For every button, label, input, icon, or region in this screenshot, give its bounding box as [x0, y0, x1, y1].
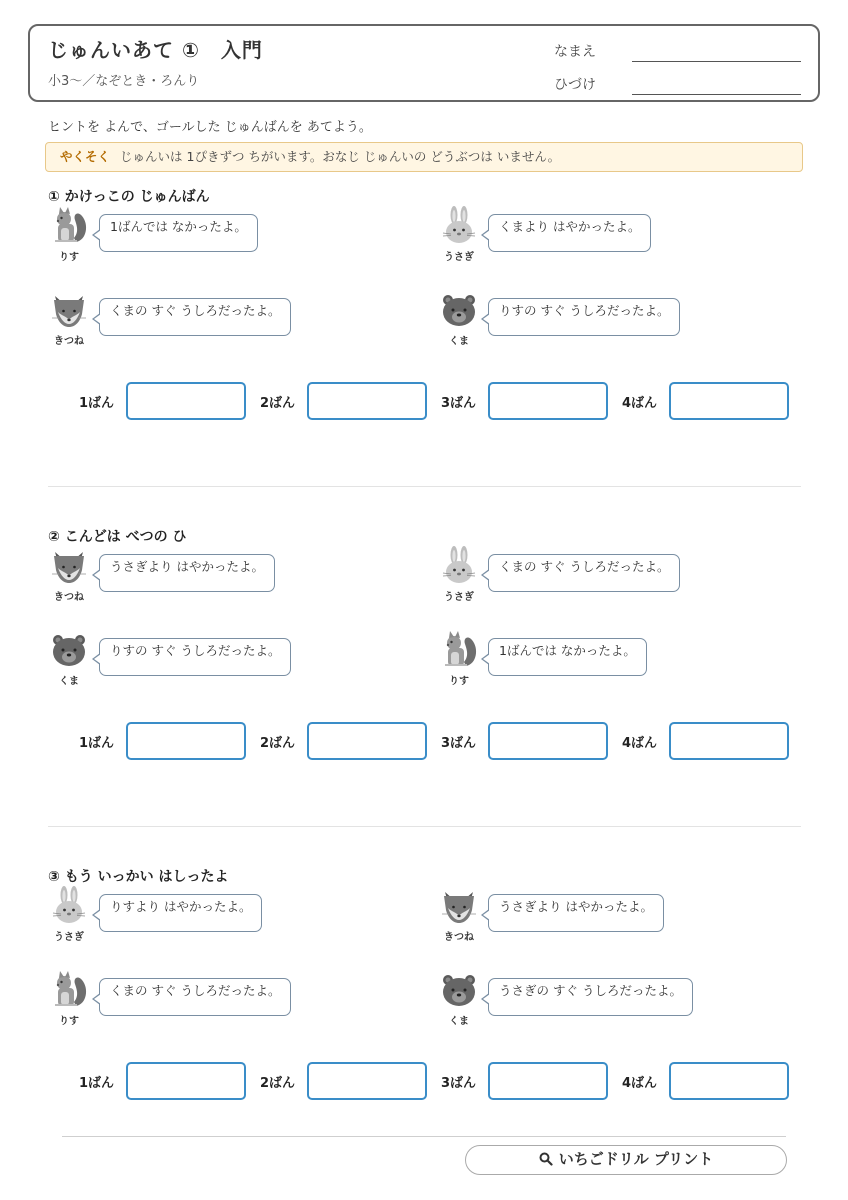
section-title: ③ もう いっかい はしったよ [48, 869, 229, 885]
animal-figure [46, 206, 92, 263]
animal-name: きつね [444, 932, 474, 943]
footer-brand[interactable] [465, 1145, 787, 1175]
rank-label: 4ばん [622, 736, 658, 751]
page-title: じゅんいあて ① 入門 [48, 38, 263, 62]
animal-figure [46, 970, 92, 1027]
animal-figure [46, 886, 92, 943]
hint-bubble: うさぎの すぐ うしろだったよ。 [488, 978, 693, 1016]
squirrel-icon [46, 970, 92, 1010]
name-label: なまえ [554, 44, 596, 60]
hint-bubble: 1ばんでは なかったよ。 [99, 214, 258, 252]
date-field[interactable] [632, 94, 801, 95]
rank-label: 1ばん [79, 396, 115, 411]
question-section [0, 526, 848, 826]
answer-box[interactable] [669, 722, 789, 760]
animal-name: くま [449, 1016, 469, 1027]
rank-label: 3ばん [441, 1076, 477, 1091]
animal-figure [46, 546, 92, 603]
animal-figure [436, 546, 482, 603]
answer-box[interactable] [488, 722, 608, 760]
answer-box[interactable] [126, 382, 246, 420]
date-label: ひづけ [554, 77, 596, 93]
footer-divider [62, 1136, 786, 1137]
question-section [0, 866, 848, 1166]
answer-box[interactable] [126, 1062, 246, 1100]
animal-name: りす [59, 1016, 79, 1027]
rule-label: やくそく [60, 149, 111, 164]
animal-figure [436, 970, 482, 1027]
rank-label: 4ばん [622, 1076, 658, 1091]
squirrel-icon [46, 206, 92, 246]
name-field[interactable] [632, 61, 801, 62]
fox-icon [46, 290, 92, 330]
animal-figure [46, 630, 92, 687]
animal-name: うさぎ [54, 932, 84, 943]
hint-bubble: うさぎより はやかったよ。 [488, 894, 664, 932]
footer-label: いちごドリル プリント [558, 1150, 714, 1168]
bear-icon [436, 970, 482, 1010]
animal-name: くま [449, 336, 469, 347]
answer-box[interactable] [669, 382, 789, 420]
hint-bubble: くまより はやかったよ。 [488, 214, 651, 252]
animal-figure [46, 290, 92, 347]
hint-bubble: くまの すぐ うしろだったよ。 [99, 978, 291, 1016]
hint-bubble: うさぎより はやかったよ。 [99, 554, 275, 592]
animal-name: うさぎ [444, 252, 474, 263]
answer-box[interactable] [488, 1062, 608, 1100]
hint-bubble: くまの すぐ うしろだったよ。 [99, 298, 291, 336]
hint-bubble: りすの すぐ うしろだったよ。 [488, 298, 680, 336]
bear-icon [46, 630, 92, 670]
answer-box[interactable] [126, 722, 246, 760]
rank-label: 4ばん [622, 396, 658, 411]
rabbit-icon [436, 546, 482, 586]
bear-icon [436, 290, 482, 330]
section-title: ② こんどは べつの ひ [48, 529, 187, 545]
rule-text: じゅんいは 1ぴきずつ ちがいます。おなじ じゅんいの どうぶつは いません。 [120, 149, 561, 164]
section-divider [48, 486, 801, 487]
answer-box[interactable] [669, 1062, 789, 1100]
answer-box[interactable] [307, 1062, 427, 1100]
answer-box[interactable] [307, 722, 427, 760]
rank-label: 2ばん [260, 396, 296, 411]
animal-name: くま [59, 676, 79, 687]
animal-name: りす [449, 676, 469, 687]
question-section [0, 186, 848, 486]
instruction-text: ヒントを よんで、ゴールした じゅんばんを あてよう。 [48, 120, 372, 135]
hint-bubble: りすより はやかったよ。 [99, 894, 262, 932]
animal-figure [436, 630, 482, 687]
fox-icon [436, 886, 482, 926]
animal-figure [436, 290, 482, 347]
rank-label: 2ばん [260, 1076, 296, 1091]
fox-icon [46, 546, 92, 586]
rank-label: 3ばん [441, 396, 477, 411]
hint-bubble: りすの すぐ うしろだったよ。 [99, 638, 291, 676]
animal-figure [436, 206, 482, 263]
rule-box [45, 142, 803, 172]
answer-box[interactable] [488, 382, 608, 420]
search-icon [539, 1152, 553, 1166]
rank-label: 1ばん [79, 736, 115, 751]
rabbit-icon [46, 886, 92, 926]
hint-bubble: 1ばんでは なかったよ。 [488, 638, 647, 676]
squirrel-icon [436, 630, 482, 670]
rank-label: 2ばん [260, 736, 296, 751]
rabbit-icon [436, 206, 482, 246]
page-subtitle: 小3〜／なぞとき・ろんり [48, 74, 200, 89]
section-title: ① かけっこの じゅんばん [48, 189, 210, 205]
rank-label: 1ばん [79, 1076, 115, 1091]
animal-figure [436, 886, 482, 943]
animal-name: りす [59, 252, 79, 263]
animal-name: きつね [54, 336, 84, 347]
hint-bubble: くまの すぐ うしろだったよ。 [488, 554, 680, 592]
section-divider [48, 826, 801, 827]
answer-box[interactable] [307, 382, 427, 420]
animal-name: きつね [54, 592, 84, 603]
animal-name: うさぎ [444, 592, 474, 603]
rank-label: 3ばん [441, 736, 477, 751]
